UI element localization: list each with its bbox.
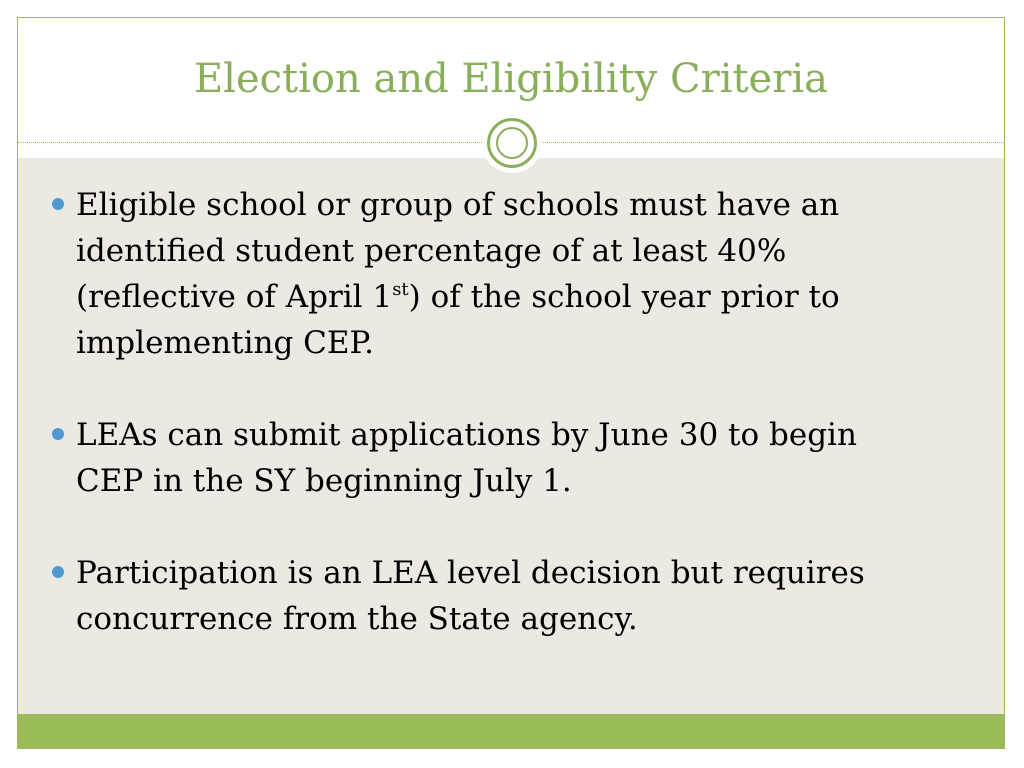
bullet-text-applications: LEAs can submit applications by June 30 to begin CEP in the SY beginning July 1. xyxy=(76,417,857,499)
slide xyxy=(17,17,1005,749)
bullet-dot-icon xyxy=(52,566,64,578)
bullet-item-participation xyxy=(52,550,932,642)
bullet-list xyxy=(52,182,932,642)
footer-bar xyxy=(18,714,1004,748)
bullet-text-participation: Participation is an LEA level decision but requires concurrence from the State agency. xyxy=(76,555,865,637)
bullet-text-eligibility-part1: Eligible school or group of schools must have an identified student percentage of at least 40% (reflective of April 1 xyxy=(76,187,840,315)
circle-ornament-ring xyxy=(487,118,537,168)
bullet-superscript: st xyxy=(392,279,409,300)
bullet-dot-icon xyxy=(52,428,64,440)
circle-ornament-inner xyxy=(496,127,528,159)
circle-ornament-icon xyxy=(482,113,542,173)
bullet-item-eligibility xyxy=(52,182,932,366)
bullet-item-applications xyxy=(52,412,932,504)
bullet-dot-icon xyxy=(52,198,64,210)
bullet-text-eligibility-part2: ) of the school year prior to implementing CEP. xyxy=(76,279,840,361)
slide-title: Election and Eligibility Criteria xyxy=(193,56,828,102)
